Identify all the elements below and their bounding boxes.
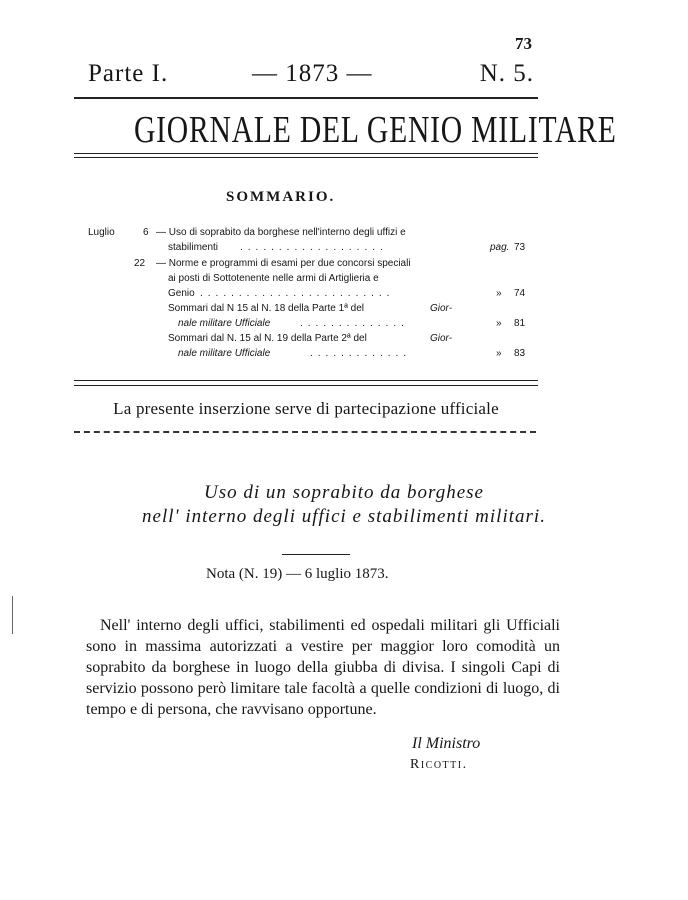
toc-entry-text: nale militare Ufficiale bbox=[178, 318, 271, 329]
sommario-title: SOMMARIO. bbox=[226, 189, 336, 205]
toc-page: 74 bbox=[514, 288, 526, 299]
toc-entry-text: — Uso di soprabito da borghese nell'interno degli uffizi e bbox=[156, 227, 406, 238]
article-title-line-2: nell' interno degli uffici e stabilimenti militari. bbox=[142, 506, 546, 527]
toc-page: 81 bbox=[514, 318, 526, 329]
part-label: Parte I. bbox=[88, 60, 169, 87]
toc-entry-text: stabilimenti bbox=[168, 242, 219, 253]
toc-leader: ......................... bbox=[200, 288, 395, 299]
toc-page: 73 bbox=[514, 242, 526, 253]
toc-entry-text: Sommari dal N. 15 al N. 19 della Parte 2ª del bbox=[168, 333, 367, 344]
nota-line: Nota (N. 19) — 6 luglio 1873. bbox=[206, 566, 389, 582]
page-number: 73 bbox=[515, 34, 532, 53]
toc-entry-text-italic: Gior- bbox=[430, 333, 453, 344]
signature-name: Ricotti. bbox=[410, 757, 468, 772]
issue-number: N. 5. bbox=[479, 60, 534, 87]
article-title-line-1: Uso di un soprabito da borghese bbox=[204, 482, 484, 503]
toc-entry-text: — Norme e programmi di esami per due concorsi speciali bbox=[156, 258, 411, 269]
toc-day: 6 bbox=[143, 227, 149, 238]
article-body bbox=[86, 615, 560, 720]
toc-page-prefix: pag. bbox=[490, 242, 510, 253]
article-paragraph: Nell' interno degli uffici, stabilimenti ed ospedali militari gli Ufficiali sono in massima autorizzati a vestire per maggior loro comodità un soprabito da borghese in luogo della giubba di divisa. I singoli Capi di servizio possono però limitare tale facoltà a quelle condizioni di luogo, di tempo e di persona, che ravvisano opportune. bbox=[86, 617, 560, 718]
toc-page-prefix: » bbox=[496, 348, 502, 359]
toc-page: 83 bbox=[514, 348, 526, 359]
toc-entry-text: Genio bbox=[168, 288, 195, 299]
toc-page-prefix: » bbox=[496, 288, 502, 299]
toc-leader: ................... bbox=[240, 242, 388, 253]
signature-role: Il Ministro bbox=[412, 735, 481, 752]
toc-entry-text: nale militare Ufficiale bbox=[178, 348, 271, 359]
table-of-contents bbox=[0, 0, 688, 380]
title-separator bbox=[282, 554, 350, 555]
toc-month: Luglio bbox=[88, 227, 115, 238]
sommario-rule-2 bbox=[74, 385, 538, 386]
toc-entry-text-italic: Gior- bbox=[430, 303, 453, 314]
scan-margin-mark bbox=[12, 596, 13, 634]
toc-leader: ............. bbox=[310, 348, 412, 359]
toc-page-prefix: » bbox=[496, 318, 502, 329]
toc-leader: .............. bbox=[300, 318, 409, 329]
toc-entry-text: ai posti di Sottotenente nelle armi di Artiglieria e bbox=[168, 273, 379, 284]
notice-dashed-rule bbox=[74, 431, 536, 433]
toc-day: 22 bbox=[134, 258, 146, 269]
year-label: — 1873 — bbox=[252, 60, 373, 87]
sommario-rule-1 bbox=[74, 380, 538, 381]
toc-entry-text: Sommari dal N 15 al N. 18 della Parte 1ª del bbox=[168, 303, 365, 314]
official-notice: La presente inserzione serve di partecipazione ufficiale bbox=[113, 399, 499, 418]
masthead-title: GIORNALE DEL GENIO MILITARE bbox=[133, 109, 617, 151]
